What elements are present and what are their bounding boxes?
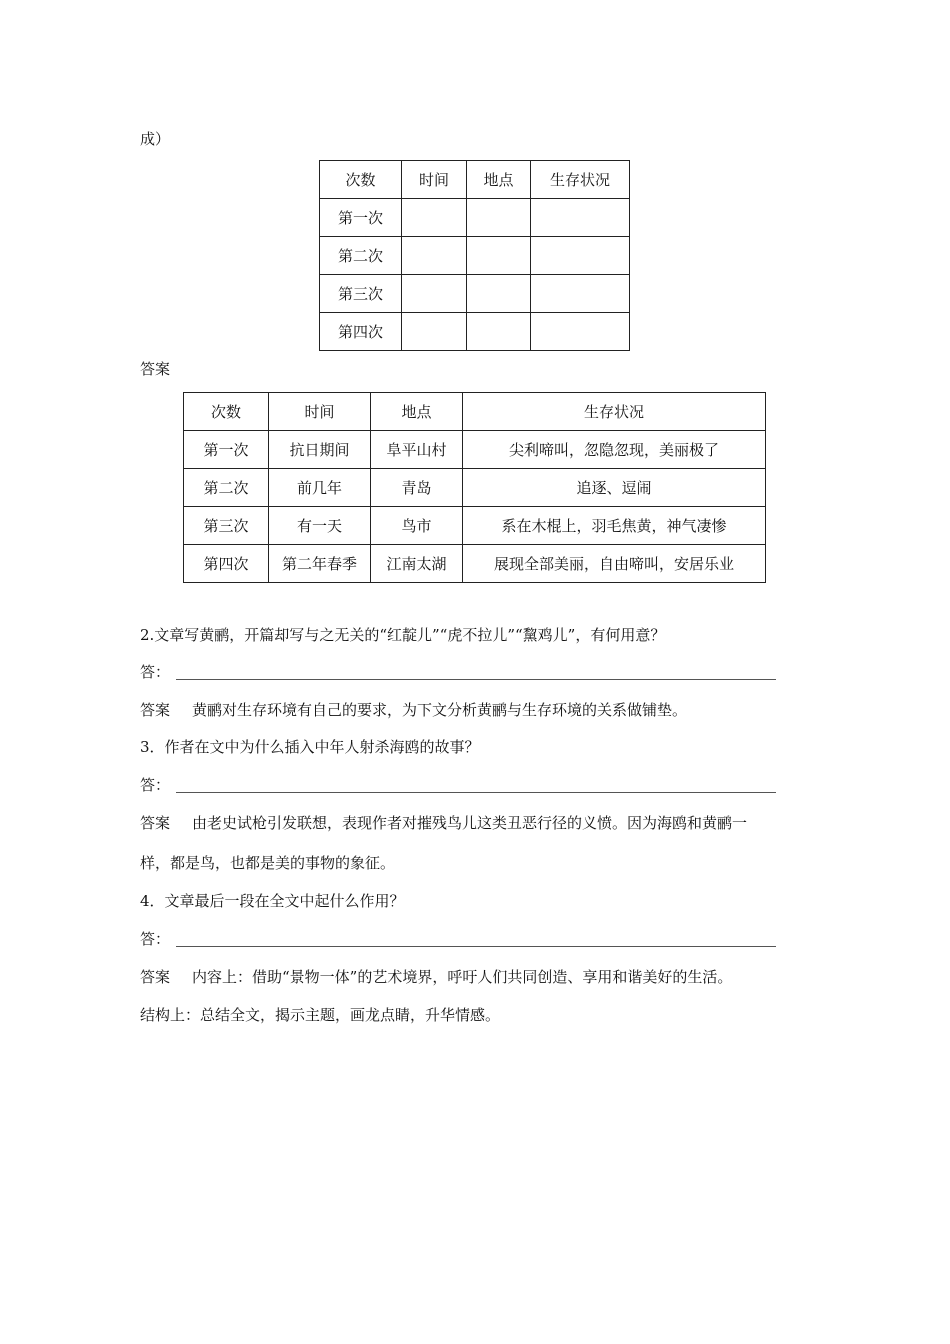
question-3: 3．作者在文中为什么插入中年人射杀海鸥的故事？ bbox=[140, 738, 480, 756]
question-4: 4．文章最后一段在全文中起什么作用？ bbox=[140, 892, 405, 910]
row-label: 第四次 bbox=[320, 313, 402, 351]
question-2: 2.文章写黄鹂，开篇却写与之无关的“红靛儿”“虎不拉儿”“黧鸡儿”，有何用意？ bbox=[140, 626, 666, 644]
intro-fragment: 成） bbox=[140, 130, 171, 148]
answer-text-4-cont: 结构上：总结全文，揭示主题，画龙点睛，升华情感。 bbox=[140, 1006, 501, 1024]
answer-line-2[interactable] bbox=[176, 679, 776, 680]
cell: 江南太湖 bbox=[371, 545, 463, 583]
cell: 阜平山村 bbox=[371, 431, 463, 469]
answer-text-3: 由老史试枪引发联想，表现作者对摧残鸟儿这类丑恶行径的义愤。因为海鸥和黄鹂一 bbox=[192, 814, 748, 832]
table-row bbox=[320, 313, 630, 351]
empty-cell bbox=[402, 237, 467, 275]
cell: 抗日期间 bbox=[269, 431, 371, 469]
header-cell: 次数 bbox=[184, 393, 269, 431]
empty-cell bbox=[467, 275, 531, 313]
answer-text-3-cont: 样，都是鸟，也都是美的事物的象征。 bbox=[140, 854, 396, 872]
cell: 鸟市 bbox=[371, 507, 463, 545]
answer-table bbox=[183, 392, 766, 583]
answer-text-4: 内容上：借助“景物一体”的艺术境界，呼吁人们共同创造、享用和谐美好的生活。 bbox=[192, 968, 733, 986]
empty-cell bbox=[467, 237, 531, 275]
header-cell: 生存状况 bbox=[463, 393, 766, 431]
header-cell: 地点 bbox=[467, 161, 531, 199]
cell: 第二年春季 bbox=[269, 545, 371, 583]
row-label: 第三次 bbox=[320, 275, 402, 313]
answer-prompt-2: 答： bbox=[140, 663, 171, 681]
header-cell: 时间 bbox=[269, 393, 371, 431]
row-label: 第二次 bbox=[320, 237, 402, 275]
cell: 第四次 bbox=[184, 545, 269, 583]
answer-prompt-4: 答： bbox=[140, 930, 171, 948]
answer-line-3[interactable] bbox=[176, 792, 776, 793]
answer-label: 答案 bbox=[140, 360, 171, 378]
cell: 第一次 bbox=[184, 431, 269, 469]
empty-cell bbox=[531, 237, 630, 275]
header-cell: 次数 bbox=[320, 161, 402, 199]
cell: 第二次 bbox=[184, 469, 269, 507]
empty-cell bbox=[531, 199, 630, 237]
answer-label-3: 答案 bbox=[140, 814, 171, 832]
blank-table bbox=[319, 160, 630, 351]
table-row bbox=[184, 469, 766, 507]
cell: 系在木棍上，羽毛焦黄，神气凄惨 bbox=[463, 507, 766, 545]
answer-line-4[interactable] bbox=[176, 946, 776, 947]
table-row bbox=[184, 431, 766, 469]
cell: 展现全部美丽，自由啼叫，安居乐业 bbox=[463, 545, 766, 583]
table-header-row bbox=[320, 161, 630, 199]
cell: 追逐、逗闹 bbox=[463, 469, 766, 507]
cell: 有一天 bbox=[269, 507, 371, 545]
header-cell: 时间 bbox=[402, 161, 467, 199]
table-row bbox=[184, 507, 766, 545]
table-row bbox=[320, 237, 630, 275]
empty-cell bbox=[531, 275, 630, 313]
row-label: 第一次 bbox=[320, 199, 402, 237]
empty-cell bbox=[467, 313, 531, 351]
table-row bbox=[320, 199, 630, 237]
cell: 第三次 bbox=[184, 507, 269, 545]
table-row bbox=[184, 545, 766, 583]
cell: 青岛 bbox=[371, 469, 463, 507]
table-header-row bbox=[184, 393, 766, 431]
empty-cell bbox=[402, 275, 467, 313]
cell: 尖利啼叫，忽隐忽现，美丽极了 bbox=[463, 431, 766, 469]
header-cell: 地点 bbox=[371, 393, 463, 431]
answer-label-4: 答案 bbox=[140, 968, 171, 986]
answer-prompt-3: 答： bbox=[140, 776, 171, 794]
table-row bbox=[320, 275, 630, 313]
answer-text-2: 黄鹂对生存环境有自己的要求，为下文分析黄鹂与生存环境的关系做铺垫。 bbox=[192, 701, 688, 719]
empty-cell bbox=[402, 199, 467, 237]
empty-cell bbox=[531, 313, 630, 351]
empty-cell bbox=[467, 199, 531, 237]
empty-cell bbox=[402, 313, 467, 351]
answer-label-2: 答案 bbox=[140, 701, 171, 719]
header-cell: 生存状况 bbox=[531, 161, 630, 199]
cell: 前几年 bbox=[269, 469, 371, 507]
